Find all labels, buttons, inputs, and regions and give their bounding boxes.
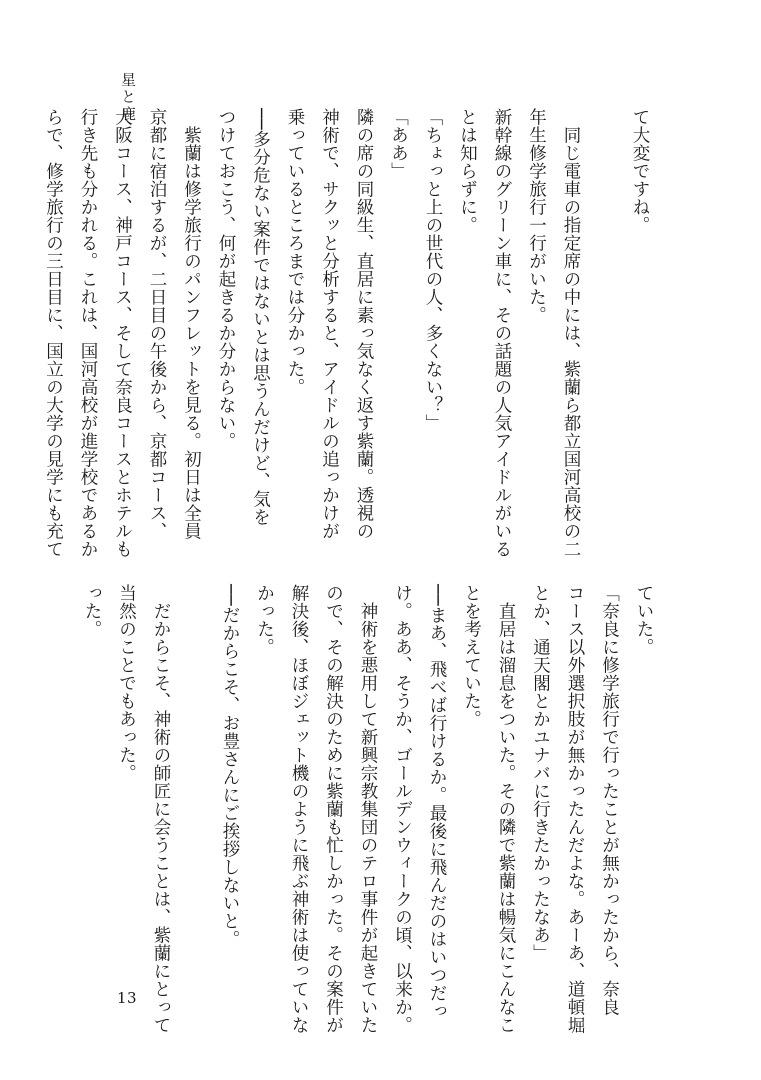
text-line: 紫蘭は修学旅行のパンフレットを見る。初日は全員 <box>181 108 202 540</box>
text-line: 乗っているところまでは分かった。 <box>285 108 305 396</box>
text-line: 行き先も分かれる。これは、国河高校が進学校であるか <box>78 108 98 558</box>
text-line: らで、修学旅行の三日目に、国立の大学の見学にも充て <box>43 108 64 558</box>
text-line: 新幹線のグリーン車に、その話題の人気アイドルがいる <box>492 108 512 558</box>
text-line: コース以外選択肢が無かったんだよな。あーあ、道頓堀 <box>565 584 585 1034</box>
text-line: 当然のことでもあった。 <box>116 584 137 782</box>
text-line: け。ああ、そうか、ゴールデンウィークの頃、以来か。 <box>392 584 413 1034</box>
text-line: とを考えていた。 <box>461 584 482 728</box>
page-number: 13 <box>117 989 138 1007</box>
text-line: 「ああ」 <box>388 108 409 180</box>
text-line: 京都に宿泊するが、二日目の午後から、京都コース、 <box>147 108 167 540</box>
text-line: とか、通天閣とかユナバに行きたかったなあ」 <box>530 584 551 962</box>
blank-line <box>178 584 213 984</box>
text-line: だからこそ、神術の師匠に会うことは、紫蘭にとって <box>151 584 171 1034</box>
text-line: ──多分危ない案件ではないとは思うんだけど、気を <box>250 108 271 527</box>
text-line: つけておこう、何が起きるか分からない。 <box>216 108 236 450</box>
text-line: かった。 <box>254 584 275 656</box>
text-line: 隣の席の同級生、直居に素っ気なく返す紫蘭。透視の <box>354 108 374 540</box>
text-block-upper <box>43 108 657 558</box>
text-line: 「奈良に修学旅行で行ったことが無かったから、奈良 <box>599 584 620 1016</box>
text-line: 神術を悪用して新興宗教集団のテロ事件が起きていた <box>358 584 378 1034</box>
running-head: 星と鹿 <box>119 72 137 123</box>
text-line: 神術で、サクッと分析すると、アイドルの追っかけが <box>319 108 340 540</box>
text-line: ──まあ、飛べば行けるか。最後に飛んだのはいつだっ <box>427 584 447 1021</box>
text-line: とは知らずに。 <box>457 108 478 234</box>
text-line: ていた。 <box>634 584 654 656</box>
text-line: て大変ですね。 <box>630 108 650 234</box>
blank-line <box>588 108 623 538</box>
text-line: 大阪コース、神戸コース、そして奈良コースとホテルも <box>112 108 133 558</box>
text-line: 年生修学旅行一行がいた。 <box>526 108 547 324</box>
text-line: 直居は溜息をついた。その隣で紫蘭は暢気にこんなこ <box>496 584 516 1034</box>
text-line: 解決後、ほぼジェット機のように飛ぶ神術は使っていな <box>289 584 309 1034</box>
text-line: った。 <box>82 584 102 638</box>
text-line: ──だからこそ、お豊さんにご挨拶しないと。 <box>220 584 240 949</box>
text-line: ので、その解決のために紫蘭も忙しかった。その案件が <box>323 584 344 1034</box>
text-line: 「ちょっと上の世代の人、多くない？」 <box>423 108 443 432</box>
text-line: 同じ電車の指定席の中には、紫蘭ら都立国河高校の二 <box>561 108 581 558</box>
